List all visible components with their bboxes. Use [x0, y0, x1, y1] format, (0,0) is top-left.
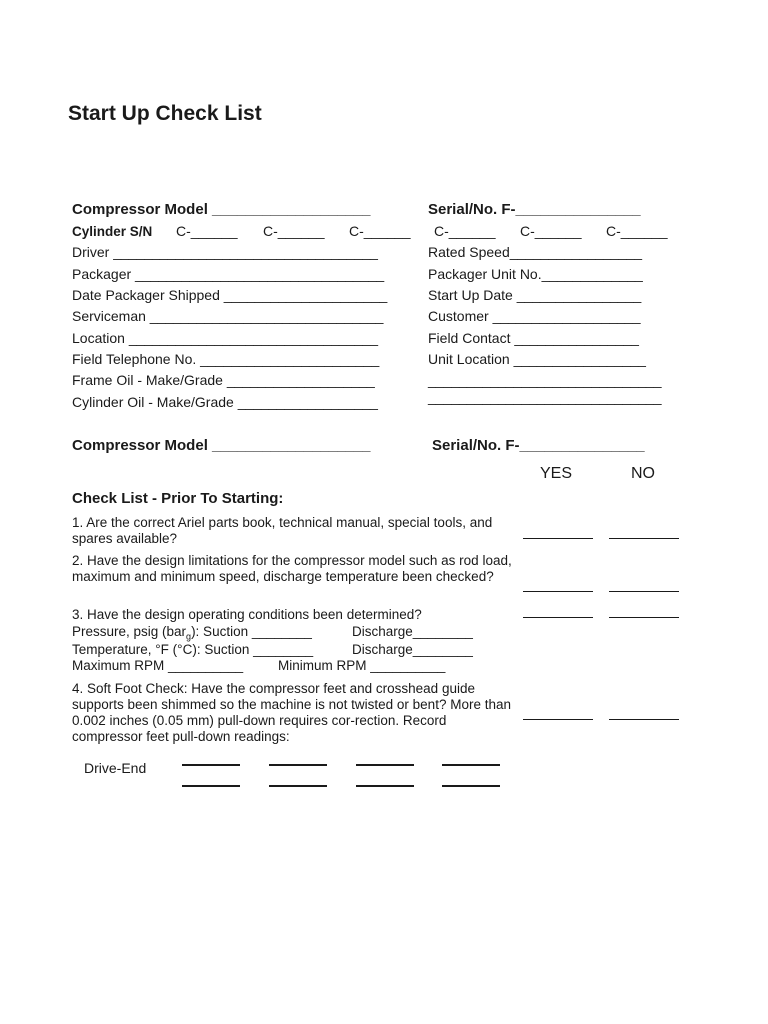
temperature-suction-field: Temperature, °F (°C): Suction ________	[72, 642, 314, 657]
question-3: 3. Have the design operating conditions been determined?	[72, 607, 422, 622]
field-telephone-field: Field Telephone No. _______________________	[72, 351, 380, 367]
field-contact-field: Field Contact ________________	[428, 330, 639, 346]
unit-location-field: Unit Location _________________	[428, 351, 646, 367]
drive-end-reading[interactable]	[182, 785, 240, 787]
drive-end-label: Drive-End	[84, 760, 147, 776]
page-title: Start Up Check List	[68, 102, 262, 125]
drive-end-reading[interactable]	[442, 764, 500, 766]
cylinder-field: C-______	[434, 223, 496, 239]
drive-end-reading[interactable]	[182, 764, 240, 766]
drive-end-reading[interactable]	[269, 764, 327, 766]
cylinder-oil-field: Cylinder Oil - Make/Grade __________________	[72, 394, 378, 410]
location-field: Location ________________________________	[72, 330, 378, 346]
drive-end-reading[interactable]	[442, 785, 500, 787]
blank-field: ______________________________	[428, 372, 662, 388]
blank-field: ______________________________	[428, 389, 662, 405]
driver-field: Driver __________________________________	[72, 244, 378, 260]
yes-column-header: YES	[540, 465, 573, 482]
q4-no-line[interactable]	[609, 719, 679, 720]
compressor-model-field-2: Compressor Model ___________________	[72, 437, 371, 454]
drive-end-reading[interactable]	[356, 785, 414, 787]
drive-end-reading[interactable]	[269, 785, 327, 787]
temperature-discharge-field: Discharge________	[352, 642, 473, 657]
q3-yes-line[interactable]	[523, 617, 593, 618]
pressure-label-b: ): Suction ________	[191, 624, 312, 639]
compressor-model-field: Compressor Model ___________________	[72, 201, 371, 218]
pressure-discharge-field: Discharge________	[352, 624, 473, 639]
date-packager-shipped-field: Date Packager Shipped _____________________	[72, 287, 388, 303]
cylinder-field: C-______	[176, 223, 238, 239]
maximum-rpm-field: Maximum RPM __________	[72, 658, 244, 673]
checklist-title: Check List - Prior To Starting:	[72, 490, 284, 507]
q1-no-line[interactable]	[609, 538, 679, 539]
start-up-date-field: Start Up Date ________________	[428, 287, 642, 303]
q2-no-line[interactable]	[609, 591, 679, 592]
packager-unit-no-field: Packager Unit No._____________	[428, 266, 643, 282]
serial-number-field: Serial/No. F-_______________	[428, 201, 641, 218]
pressure-gauge-subscript: g	[186, 631, 192, 642]
no-column-header: NO	[631, 465, 655, 482]
frame-oil-field: Frame Oil - Make/Grade ___________________	[72, 372, 375, 388]
cylinder-field: C-______	[606, 223, 668, 239]
pressure-label-a: Pressure, psig (bar	[72, 624, 187, 639]
cylinder-field: C-______	[520, 223, 582, 239]
cylinder-sn-label: Cylinder S/N	[72, 224, 153, 239]
q3-no-line[interactable]	[609, 617, 679, 618]
customer-field: Customer ___________________	[428, 308, 641, 324]
serviceman-field: Serviceman ______________________________	[72, 308, 384, 324]
question-2: 2. Have the design limitations for the compressor model such as rod load, maximum and minimum speed, discharge temperature been checked?	[72, 553, 512, 584]
drive-end-reading[interactable]	[356, 764, 414, 766]
q2-yes-line[interactable]	[523, 591, 593, 592]
q4-yes-line[interactable]	[523, 719, 593, 720]
question-4: 4. Soft Foot Check: Have the compressor feet and crosshead guide supports been shimmed so the machine is not twisted or bent? More than 0.002 inches (0.05 mm) pull-down requires cor-rection. Record compressor feet pull-down readings:	[72, 681, 511, 744]
question-1: 1. Are the correct Ariel parts book, technical manual, special tools, and spares available?	[72, 515, 493, 546]
cylinder-field: C-______	[263, 223, 325, 239]
minimum-rpm-field: Minimum RPM __________	[278, 658, 446, 673]
cylinder-field: C-______	[349, 223, 411, 239]
serial-number-field-2: Serial/No. F-_______________	[432, 437, 645, 454]
q1-yes-line[interactable]	[523, 538, 593, 539]
rated-speed-field: Rated Speed_________________	[428, 244, 643, 260]
packager-field: Packager ________________________________	[72, 266, 385, 282]
